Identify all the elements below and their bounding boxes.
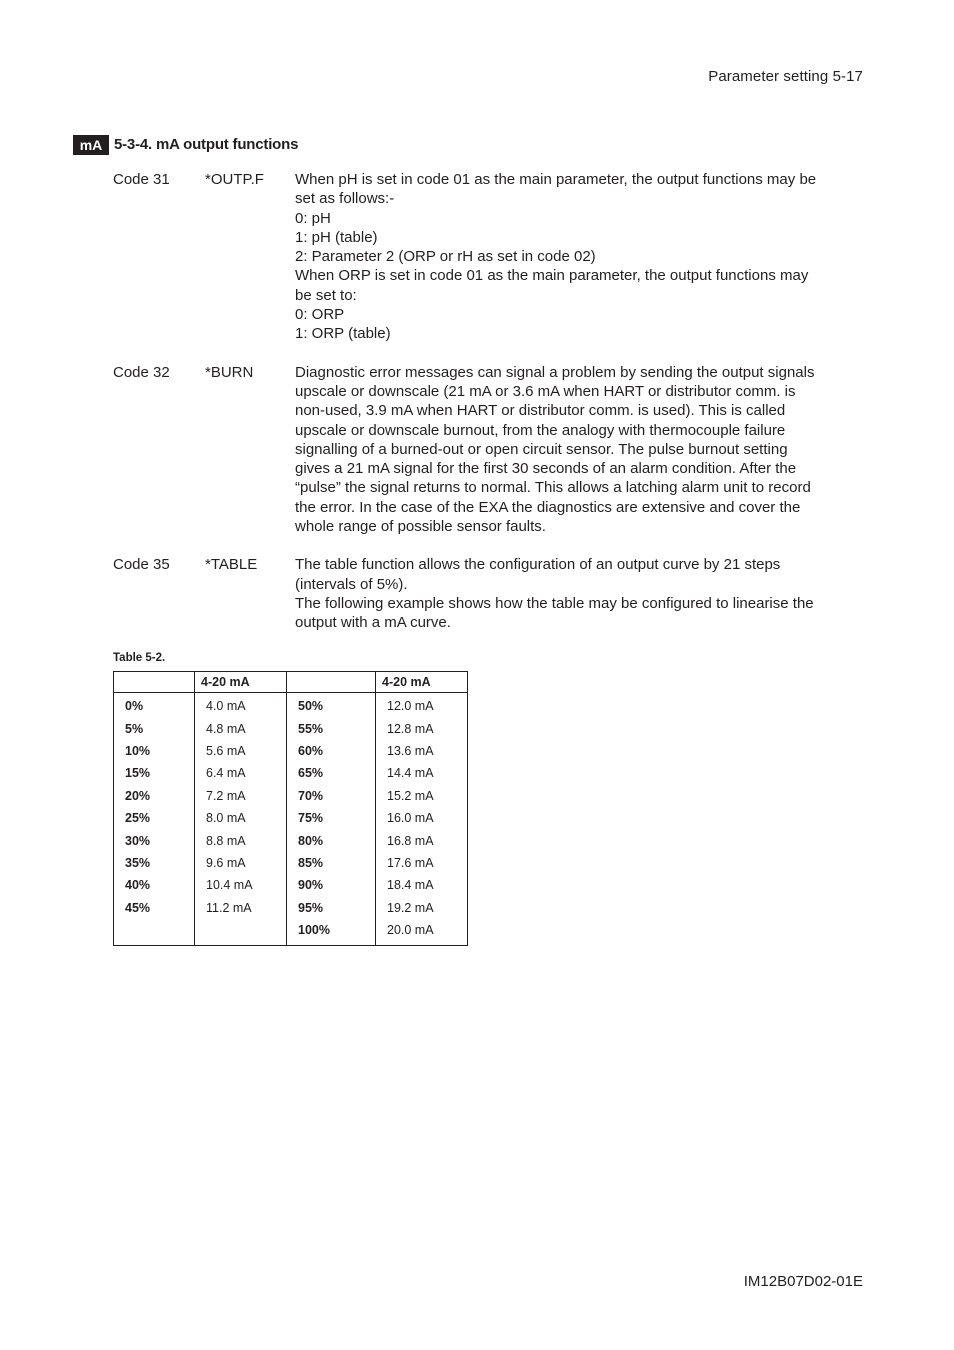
percent-cell: 55% xyxy=(287,717,376,739)
description-line: Diagnostic error messages can signal a problem by sending the output signals xyxy=(295,363,815,381)
current-cell: 4.8 mA xyxy=(195,717,287,739)
code-description xyxy=(295,170,865,344)
current-cell: 14.4 mA xyxy=(387,766,434,781)
table-row xyxy=(114,874,468,896)
current-cell: 4.0 mA xyxy=(195,693,287,718)
code-number: Code 32 xyxy=(113,363,170,381)
description-line: “pulse” the signal returns to normal. This allows a latching alarm unit to record xyxy=(295,479,811,497)
current-cell: 18.4 mA xyxy=(387,878,434,893)
code-description xyxy=(295,363,865,537)
section-title xyxy=(73,133,298,155)
description-line: 1: pH (table) xyxy=(295,228,378,246)
page-reference: Parameter setting 5-17 xyxy=(708,68,863,85)
description-line: whole range of possible sensor faults. xyxy=(295,518,546,536)
table-header-row xyxy=(114,672,468,693)
percent-cell: 10% xyxy=(114,740,195,762)
code-number: Code 31 xyxy=(113,171,170,188)
percent-cell: 100% xyxy=(287,919,376,946)
current-cell: 5.6 mA xyxy=(195,740,287,762)
table-row xyxy=(114,693,468,718)
code-block xyxy=(113,363,865,537)
description-line: The table function allows the configuration of an output curve by 21 steps xyxy=(295,556,781,574)
current-cell: 20.0 mA xyxy=(387,923,434,938)
current-cell: 12.8 mA xyxy=(387,721,434,736)
current-cell: 13.6 mA xyxy=(387,743,434,758)
table-row xyxy=(114,785,468,807)
percent-cell: 15% xyxy=(114,762,195,784)
table-row xyxy=(114,852,468,874)
code-parameter: *OUTP.F xyxy=(205,171,264,188)
description-line: output with a mA curve. xyxy=(295,614,451,632)
description-line: signalling of a burned-out or open circuit sensor. The pulse burnout setting xyxy=(295,440,788,458)
table-body xyxy=(114,693,468,946)
table-row xyxy=(114,762,468,784)
description-line: (intervals of 5%). xyxy=(295,575,408,593)
code-description xyxy=(295,555,865,632)
current-cell: 12.0 mA xyxy=(387,699,434,714)
current-cell: 17.6 mA xyxy=(387,855,434,870)
description-line: be set to: xyxy=(295,286,357,304)
percent-cell: 60% xyxy=(287,740,376,762)
percent-cell: 35% xyxy=(114,852,195,874)
code-number: Code 35 xyxy=(113,556,170,574)
table-row xyxy=(114,829,468,851)
current-cell: 15.2 mA xyxy=(387,788,434,803)
percent-cell: 80% xyxy=(287,829,376,851)
code-parameter: *TABLE xyxy=(205,556,258,574)
current-cell xyxy=(195,919,287,946)
code-block xyxy=(113,170,865,344)
description-line: the error. In the case of the EXA the diagnostics are extensive and cover the xyxy=(295,498,801,516)
table-row xyxy=(114,807,468,829)
description-line: gives a 21 mA signal for the first 30 seconds of an alarm condition. After the xyxy=(295,460,797,478)
code-block xyxy=(113,555,865,632)
percent-cell: 85% xyxy=(287,852,376,874)
percent-cell: 20% xyxy=(114,785,195,807)
description-line: When pH is set in code 01 as the main parameter, the output functions may be xyxy=(295,171,817,188)
table-caption: Table 5-2. xyxy=(113,652,166,664)
description-line: upscale or downscale (21 mA or 3.6 mA when HART or distributor comm. is xyxy=(295,382,796,400)
description-line: non-used, 3.9 mA when HART or distributor comm. is used). This is called xyxy=(295,402,786,420)
current-cell: 16.8 mA xyxy=(387,833,434,848)
ma-badge: mA xyxy=(73,135,109,155)
description-line: 1: ORP (table) xyxy=(295,325,391,343)
table-row xyxy=(114,717,468,739)
table-row xyxy=(114,897,468,919)
description-line: 0: ORP xyxy=(295,306,345,324)
current-cell: 8.8 mA xyxy=(195,829,287,851)
percent-cell: 45% xyxy=(114,897,195,919)
current-cell: 9.6 mA xyxy=(195,852,287,874)
percent-cell: 50% xyxy=(287,693,376,718)
percent-cell: 40% xyxy=(114,874,195,896)
code-parameter: *BURN xyxy=(205,363,254,381)
section-heading: 5-3-4. mA output functions xyxy=(114,135,299,153)
description-line: 2: Parameter 2 (ORP or rH as set in code 02) xyxy=(295,248,596,266)
percent-cell xyxy=(114,919,195,946)
percent-cell: 30% xyxy=(114,829,195,851)
percent-cell: 95% xyxy=(287,897,376,919)
current-cell: 7.2 mA xyxy=(195,785,287,807)
current-cell: 16.0 mA xyxy=(387,811,434,826)
code-list xyxy=(113,170,865,652)
table-header-cell xyxy=(287,672,376,693)
percent-cell: 0% xyxy=(114,693,195,718)
description-line: The following example shows how the table may be configured to linearise the xyxy=(295,594,814,612)
percent-cell: 65% xyxy=(287,762,376,784)
current-cell: 8.0 mA xyxy=(195,807,287,829)
table-header-cell xyxy=(114,672,195,693)
table-row xyxy=(114,919,468,946)
description-line: When ORP is set in code 01 as the main parameter, the output functions may xyxy=(295,267,809,285)
current-cell: 6.4 mA xyxy=(195,762,287,784)
percent-cell: 5% xyxy=(114,717,195,739)
table-header-cell: 4-20 mA xyxy=(195,672,287,693)
current-cell: 19.2 mA xyxy=(387,900,434,915)
current-cell: 11.2 mA xyxy=(195,897,287,919)
percent-cell: 70% xyxy=(287,785,376,807)
description-line: set as follows:- xyxy=(295,190,395,208)
table-row xyxy=(114,740,468,762)
description-line: 0: pH xyxy=(295,209,331,227)
percent-cell: 25% xyxy=(114,807,195,829)
percent-cell: 75% xyxy=(287,807,376,829)
output-table xyxy=(113,671,468,946)
document-id: IM12B07D02-01E xyxy=(743,1273,863,1290)
percent-cell: 90% xyxy=(287,874,376,896)
description-line: upscale or downscale burnout, from the analogy with thermocouple failure xyxy=(295,421,786,439)
table-header-cell: 4-20 mA xyxy=(376,672,468,693)
current-cell: 10.4 mA xyxy=(195,874,287,896)
